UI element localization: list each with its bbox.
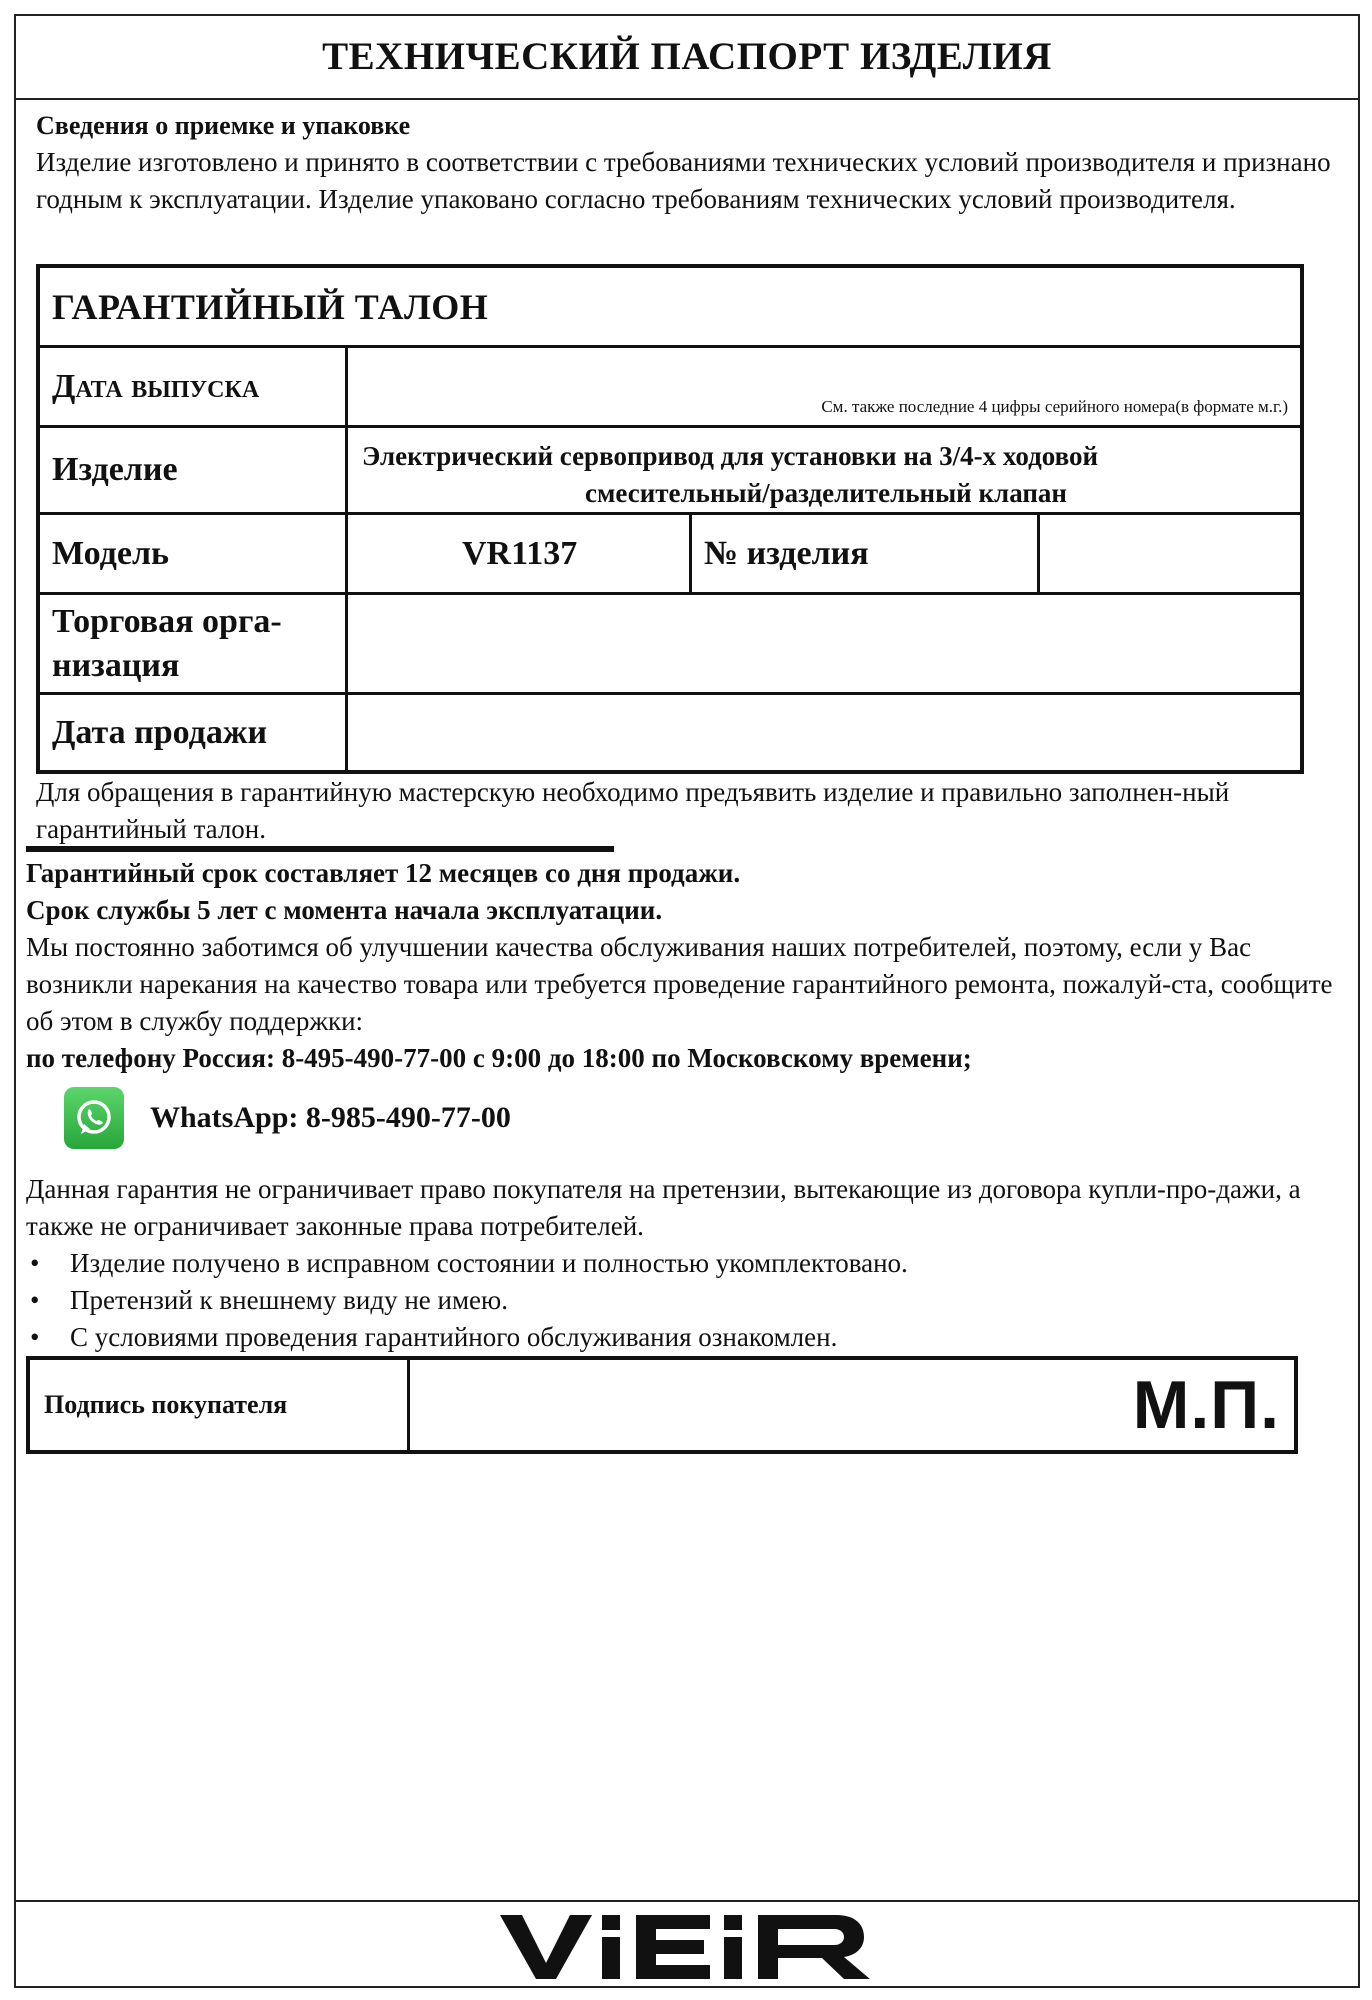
release-date-hint: См. также последние 4 цифры серийного номера(в формате м.г.) — [821, 397, 1288, 416]
trade-org-row — [40, 595, 1300, 695]
product-label: Изделие — [40, 428, 348, 512]
section-divider — [26, 846, 614, 852]
release-date-label: Дата выпуска — [40, 348, 348, 425]
support-text: Мы постоянно заботимся об улучшении качества обслуживания наших потребителей, поэтому, если у Вас возникли нарекания на качество товара или требуется проведение гарантийного ремонта, пожалуй-ста, сообщите об этом в службу поддержки: — [26, 932, 1333, 1036]
warranty-card — [36, 264, 1304, 774]
document-title: ТЕХНИЧЕСКИЙ ПАСПОРТ ИЗДЕЛИЯ — [322, 34, 1052, 78]
whatsapp-contact — [64, 1087, 511, 1149]
trade-org-field[interactable] — [348, 595, 1300, 692]
item-number-label: № изделия — [692, 515, 1040, 592]
list-item: • Изделие получено в исправном состоянии и полностью укомплектовано. — [26, 1245, 1338, 1282]
support-phone: по телефону Россия: 8-495-490-77-00 с 9:00 до 18:00 по Московскому времени; — [26, 1043, 972, 1073]
model-value: VR1137 — [348, 515, 692, 592]
sale-date-row — [40, 695, 1300, 771]
legal-text: Данная гарантия не ограничивает право покупателя на претензии, вытекающие из договора купли-про-дажи, а также не ограничивает законные права потребителей. — [26, 1174, 1301, 1241]
product-value-line1: Электрический сервопривод для установки на 3/4-х ходовой — [362, 441, 1099, 471]
product-value-line2: смесительный/разделительный клапан — [585, 478, 1067, 508]
warranty-card-title: ГАРАНТИЙНЫЙ ТАЛОН — [40, 268, 1300, 348]
model-label: Модель — [40, 515, 348, 592]
legal-section — [26, 1171, 1338, 1356]
whatsapp-icon — [64, 1087, 124, 1149]
warranty-terms — [26, 855, 1338, 1077]
list-item: • Претензий к внешнему виду не имею. — [26, 1282, 1338, 1319]
acceptance-text: Изделие изготовлено и принято в соответствии с требованиями технических условий производителя и признано годным к эксплуатации. Изделие упаковано согласно требованиям технических условий производителя. — [36, 147, 1331, 214]
whatsapp-number: WhatsApp: 8-985-490-77-00 — [150, 1101, 511, 1134]
product-value — [348, 428, 1300, 512]
vieir-logo — [486, 1904, 886, 1988]
service-notice: Для обращения в гарантийную мастерскую необходимо предъявить изделие и правильно заполнен-ный гарантийный талон. — [36, 777, 1230, 844]
title-bar — [14, 14, 1360, 100]
product-row — [40, 428, 1300, 515]
acceptance-section — [36, 107, 1336, 218]
item-number-field[interactable] — [1040, 515, 1300, 592]
warranty-period: Гарантийный срок составляет 12 месяцев со дня продажи. — [26, 858, 741, 888]
sale-date-field[interactable] — [348, 695, 1300, 771]
release-date-row — [40, 348, 1300, 428]
service-life: Срок службы 5 лет с момента начала эксплуатации. — [26, 895, 663, 925]
acknowledgement-list — [26, 1245, 1338, 1356]
signature-box — [26, 1356, 1298, 1454]
trade-org-label: Торговая орга-низация — [40, 595, 348, 692]
buyer-signature-field[interactable] — [410, 1360, 1294, 1450]
sale-date-label: Дата продажи — [40, 695, 348, 771]
footer-divider — [14, 1900, 1360, 1902]
buyer-signature-label: Подпись покупателя — [30, 1360, 410, 1450]
release-date-field[interactable] — [348, 348, 1300, 425]
acceptance-heading: Сведения о приемке и упаковке — [36, 111, 411, 140]
model-row — [40, 515, 1300, 595]
list-item: • С условиями проведения гарантийного обслуживания ознакомлен. — [26, 1319, 1338, 1356]
stamp-place: М.П. — [1132, 1367, 1280, 1443]
